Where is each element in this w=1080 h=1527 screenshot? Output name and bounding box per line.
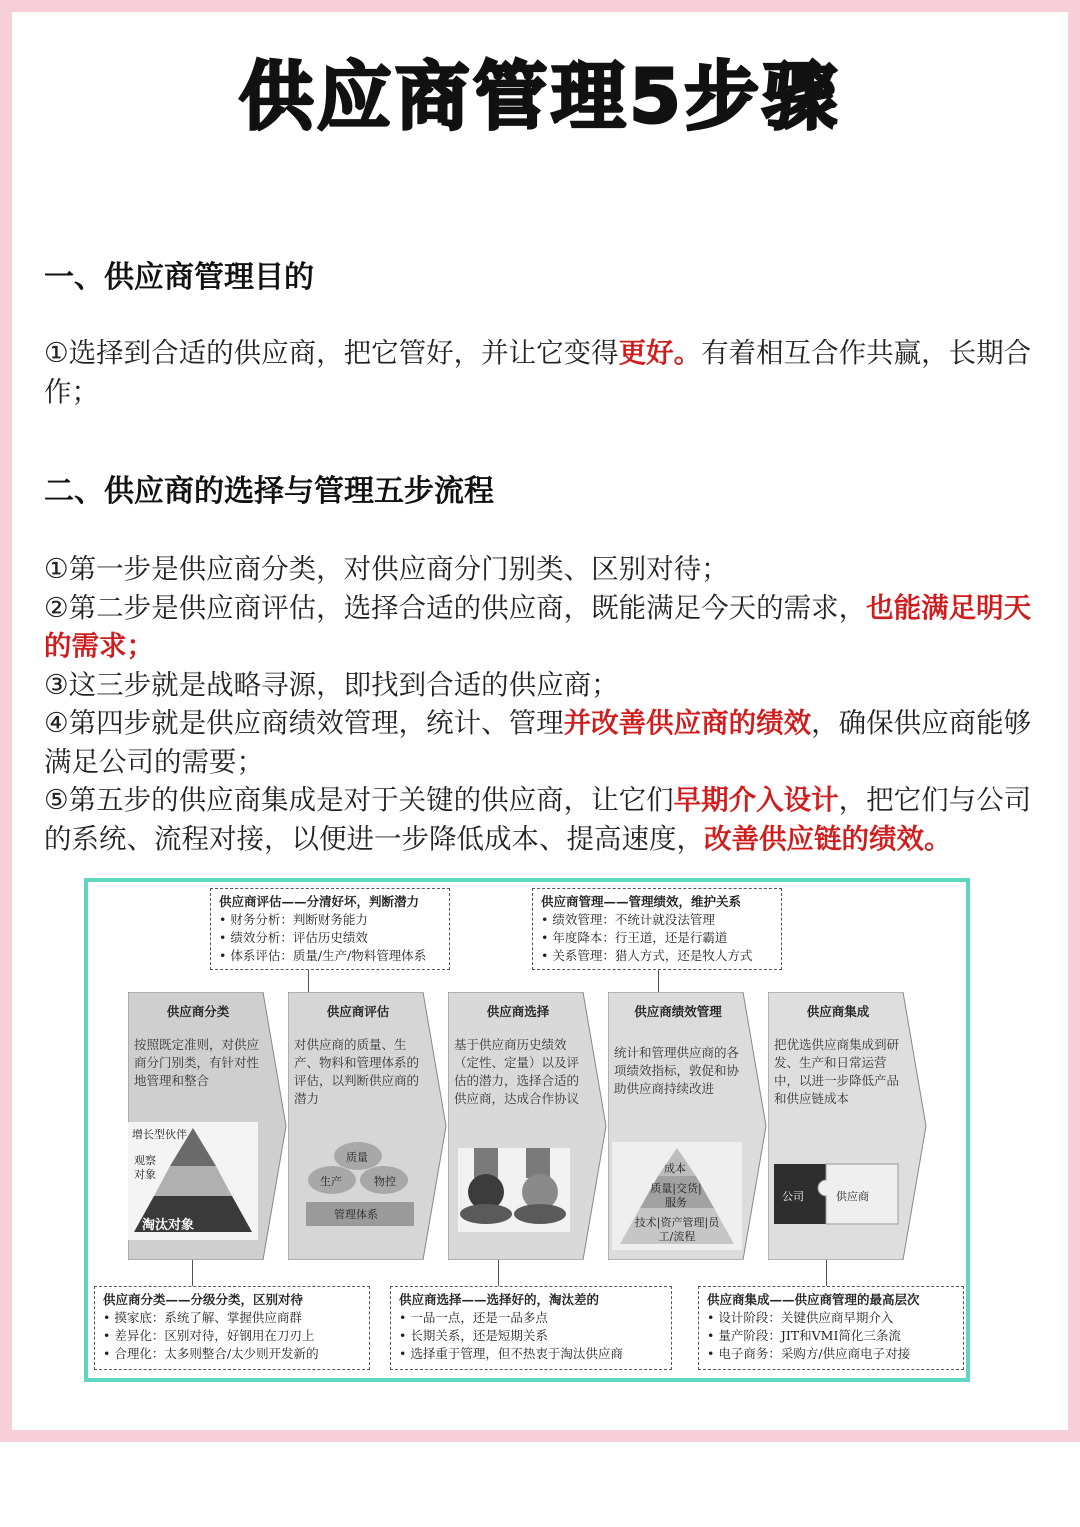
step-classification — [128, 992, 288, 1260]
bottom-box-item: • 差异化：区别对待，好钢用在刀刃上 — [103, 1327, 361, 1345]
step-desc: 把优选供应商集成到研发、生产和日常运营中，以进一步降低产品和供应链成本 — [774, 1037, 900, 1106]
circle-control-label: 物控 — [374, 1175, 396, 1188]
section2-heading: 二、供应商的选择与管理五步流程 — [44, 474, 494, 509]
pyramid-top-label: 增长型伙伴 — [132, 1128, 187, 1141]
step5-highlight-1: 早期介入设计 — [673, 784, 839, 816]
apples-in-hands-icon — [458, 1148, 570, 1232]
step-desc: 对供应商的质量、生产、物料和管理体系的评估，以判断供应商的潜力 — [294, 1037, 420, 1106]
page-title: 供应商管理5步骤 — [239, 54, 841, 140]
top-box-item: • 年度降本：行王道，还是行霸道 — [541, 929, 773, 947]
bottom-box-heading: 供应商集成——供应商管理的最高层次 — [707, 1292, 920, 1307]
step-title: 供应商集成 — [806, 1004, 870, 1019]
puzzle-company-label: 公司 — [782, 1190, 804, 1203]
step-title: 供应商绩效管理 — [634, 1004, 722, 1019]
step-desc: 按照既定准则，对供应商分门别类，有针对性地管理和整合 — [134, 1037, 260, 1088]
step4-text-a: ④第四步就是供应商绩效管理，统计、管理 — [44, 707, 564, 739]
step2-highlight: 也能满足明天的需求； — [44, 591, 1032, 662]
circle-production-label: 生产 — [320, 1175, 342, 1188]
step-desc: 统计和管理供应商的各项绩效指标，敦促和协助供应商持续改进 — [614, 1045, 740, 1096]
step4-text — [44, 704, 1039, 781]
pyramid-bottom-label: 淘汰对象 — [142, 1218, 195, 1233]
section1-paragraph — [44, 334, 1039, 411]
p1-highlight: 更好。 — [618, 337, 702, 369]
top-box-item: • 财务分析：判断财务能力 — [219, 911, 441, 929]
pyramid-mid-label: 观察对象 — [134, 1154, 156, 1181]
circle-quality-label: 质量 — [346, 1151, 368, 1164]
bottom-box-heading: 供应商分类——分级分类，区别对待 — [103, 1292, 304, 1307]
step5-text-b: ，把它们与公司的系统、流程对接，以便进一步降低成本、提高速度， — [44, 784, 1032, 855]
bottom-box-classification — [94, 1286, 370, 1370]
step-evaluation — [288, 992, 448, 1260]
top-box-heading: 供应商评估——分清好坏，判断潜力 — [219, 894, 420, 909]
bottom-box-item: • 设计阶段：关键供应商早期介入 — [707, 1309, 955, 1327]
five-step-diagram — [84, 878, 970, 1382]
step-integration — [768, 992, 928, 1260]
section1-heading: 一、供应商管理目的 — [44, 260, 314, 295]
bottom-box-item: • 选择重于管理，但不热衷于淘汰供应商 — [399, 1345, 663, 1363]
section2-steps — [44, 550, 1039, 858]
step4-highlight: 并改善供应商的绩效 — [563, 707, 812, 739]
bottom-box-item: • 一品一点，还是一品多点 — [399, 1309, 663, 1327]
bottom-box-item: • 摸家底：系统了解、掌握供应商群 — [103, 1309, 361, 1327]
bottom-box-item: • 长期关系，还是短期关系 — [399, 1327, 663, 1345]
bottom-box-integration — [698, 1286, 964, 1370]
step3-text: ③这三步就是战略寻源，即找到合适的供应商； — [44, 668, 619, 701]
p1-text-a: ①选择到合适的供应商，把它管好，并让它变得 — [44, 337, 619, 369]
connector-line — [308, 970, 309, 992]
bottom-box-item: • 电子商务：采购方/供应商电子对接 — [707, 1345, 955, 1363]
step4-text-b: ，确保供应商能够满足公司的需要； — [44, 707, 1032, 778]
management-system-label: 管理体系 — [334, 1208, 378, 1221]
top-box-management — [532, 888, 782, 970]
step-title: 供应商评估 — [326, 1004, 390, 1019]
step-desc: 基于供应商历史绩效（定性、定量）以及评估的潜力，选择合适的供应商，达成合作协议 — [454, 1037, 580, 1106]
bottom-box-heading: 供应商选择——选择好的，淘汰差的 — [399, 1292, 600, 1307]
top-box-item: • 绩效管理：不统计就没法管理 — [541, 911, 773, 929]
bottom-box-item: • 量产阶段：JIT和VMI简化三条流 — [707, 1327, 955, 1345]
bottom-box-item: • 合理化：太多则整合/太少则开发新的 — [103, 1345, 361, 1363]
perf-bottom-label: 技术|资产管理|员工/流程 — [634, 1216, 720, 1243]
top-box-item: • 绩效分析：评估历史绩效 — [219, 929, 441, 947]
step-title: 供应商分类 — [166, 1004, 230, 1019]
bottom-box-selection — [390, 1286, 672, 1370]
puzzle-supplier-label: 供应商 — [836, 1190, 869, 1203]
step5-text — [44, 781, 1039, 858]
step2-text-a: ②第二步是供应商评估，选择合适的供应商，既能满足今天的需求， — [44, 591, 867, 624]
step-performance — [608, 992, 768, 1260]
top-box-evaluation — [210, 888, 450, 970]
step-selection — [448, 992, 608, 1260]
step2-text — [44, 589, 1039, 666]
step5-text-a: ⑤第五步的供应商集成是对于关键的供应商，让它们 — [44, 784, 674, 816]
top-box-item: • 体系评估：质量/生产/物料管理体系 — [219, 947, 441, 965]
step1-text: ①第一步是供应商分类，对供应商分门别类、区别对待； — [44, 553, 729, 585]
top-box-item: • 关系管理：猎人方式，还是牧人方式 — [541, 947, 773, 965]
step-title: 供应商选择 — [486, 1004, 550, 1019]
connector-line — [658, 970, 659, 992]
p1-text-b: 有着相互合作共赢，长期合作； — [44, 337, 1032, 408]
step5-highlight-2: 改善供应链的绩效。 — [704, 822, 952, 855]
perf-top-label: 成本 — [664, 1162, 686, 1175]
top-box-heading: 供应商管理——管理绩效，维护关系 — [541, 894, 742, 909]
perf-mid-label: 质量|交货|服务 — [650, 1182, 702, 1209]
